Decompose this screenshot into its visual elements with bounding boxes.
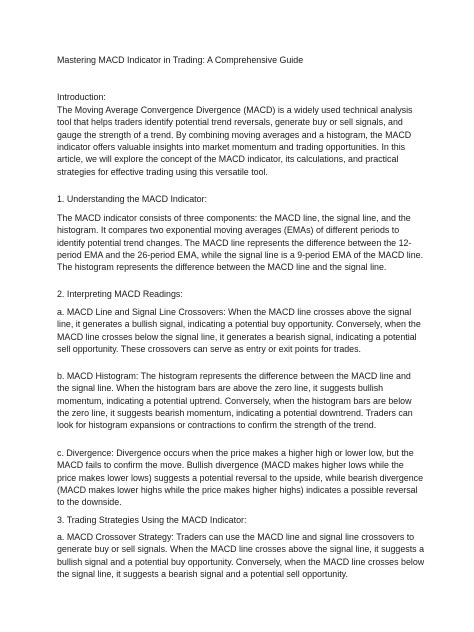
introduction-heading: Introduction: <box>57 92 106 102</box>
section-1-heading: 1. Understanding the MACD Indicator: <box>57 194 207 204</box>
section-2b-paragraph: b. MACD Histogram: The histogram represents the difference between the MACD line and the signal line. When the histogram bars are above the zero line, it suggests bullish momentum, indicating a potential uptrend. Conversely, when the histogram bars are below the zero line, it suggests bearish momentum, indicating a potential downtrend. Traders can look for histogram expansions or contractions to confirm the strength of the trend. <box>57 371 413 431</box>
section-3a-paragraph: a. MACD Crossover Strategy: Traders can use the MACD line and signal line crossovers to generate buy or sell signals. When the MACD line crosses above the signal line, it suggests a bullish signal and a potential buy opportunity. Conversely, when the MACD line crosses below the signal line, it suggests a bearish signal and a potential sell opportunity. <box>57 532 425 580</box>
section-1-paragraph: The MACD indicator consists of three components: the MACD line, the signal line, and the histogram. It compares two exponential moving averages (EMAs) of different periods to identify potential trend changes. The MACD line represents the difference between the 12-period EMA and the 26-period EMA, while the signal line is a 9-period EMA of the MACD line. The histogram represents the difference between the MACD line and the signal line. <box>57 213 424 273</box>
section-3-heading: 3. Trading Strategies Using the MACD Indicator: <box>57 515 247 525</box>
section-2c-paragraph: c. Divergence: Divergence occurs when the price makes a higher high or lower low, but the MACD fails to confirm the move. Bullish divergence (MACD makes higher lows while the price makes lower lows) suggests a potential reversal to the upside, while bearish divergence (MACD makes lower highs while the price makes higher highs) indicates a possible reversal to the downside. <box>57 448 424 508</box>
introduction-paragraph: The Moving Average Convergence Divergence (MACD) is a widely used technical analysis tool that helps traders identify potential trend reversals, generate buy or sell signals, and gauge the strength of a trend. By combining moving averages and a histogram, the MACD indicator offers valuable insights into market momentum and trading opportunities. In this article, we will explore the concept of the MACD indicator, its calculations, and practical strategies for effective trading using this versatile tool. <box>57 105 413 177</box>
section-2-heading: 2. Interpreting MACD Readings: <box>57 289 183 299</box>
document-title: Mastering MACD Indicator in Trading: A Comprehensive Guide <box>57 55 304 65</box>
section-2a-paragraph: a. MACD Line and Signal Line Crossovers: When the MACD line crosses above the signal line, it generates a bullish signal, indicating a potential buy opportunity. Conversely, when the MACD line crosses below the signal line, it generates a bearish signal, indicating a potential sell opportunity. These crossovers can serve as entry or exit points for trades. <box>57 307 421 355</box>
